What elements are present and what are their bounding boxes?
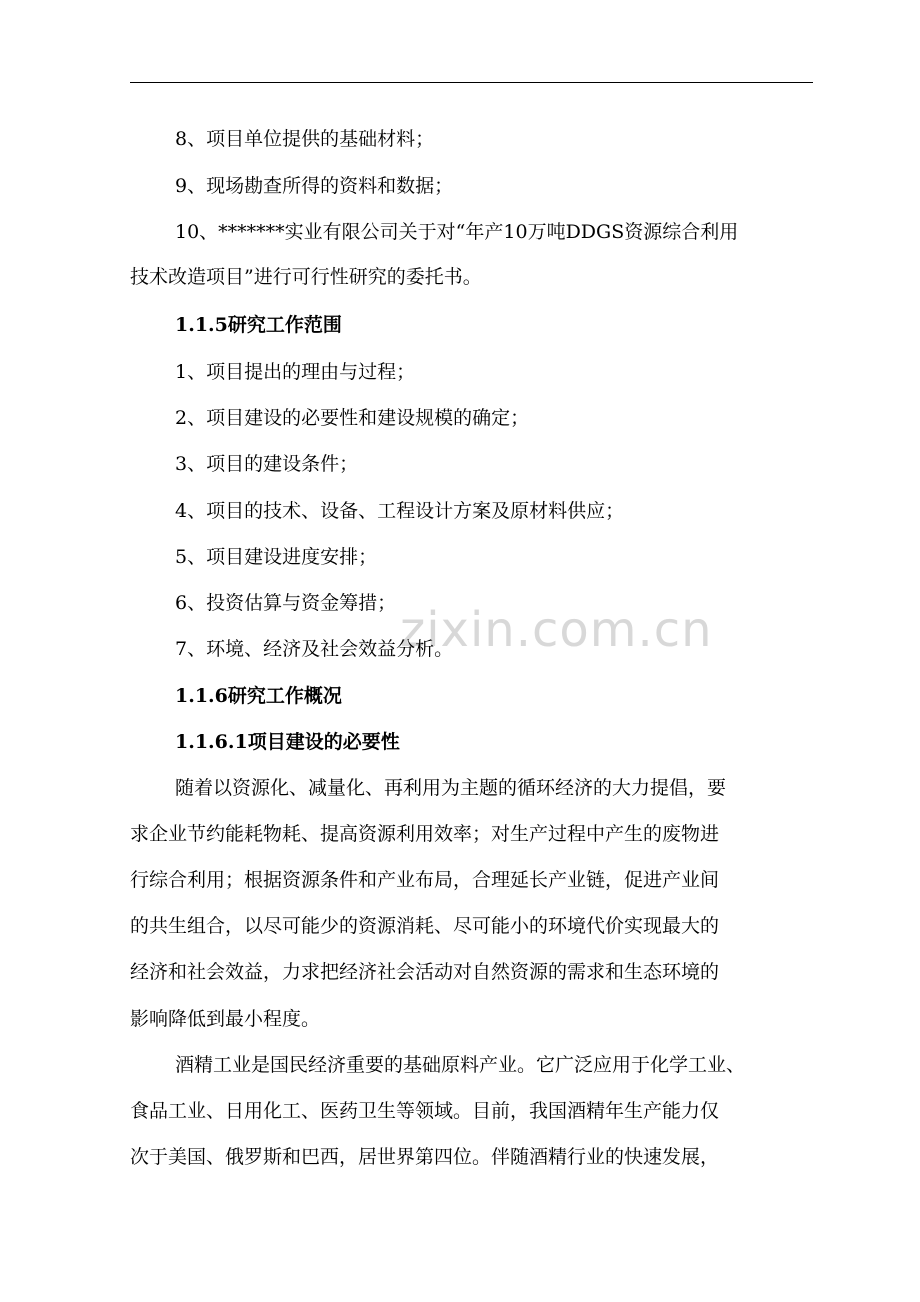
paragraph-1-line-3: 行综合利用；根据资源条件和产业布局，合理延长产业链，促进产业间 [130, 869, 720, 891]
list-item-basic-materials: 8、项目单位提供的基础材料； [175, 128, 435, 150]
list-item-commission-letter: 10、*******实业有限公司关于对“年产10万吨DDGS资源综合利用 [175, 221, 739, 243]
paragraph-2-line-1: 酒精工业是国民经济重要的基础原料产业。它广泛应用于化学工业、 [175, 1054, 746, 1076]
scope-item-6: 6、投资估算与资金筹措； [175, 592, 397, 614]
list-item-survey-data: 9、现场勘查所得的资料和数据； [175, 175, 454, 197]
paragraph-1-line-5: 经济和社会效益，力求把经济社会活动对自然资源的需求和生态环境的 [130, 961, 720, 983]
paragraph-1-line-6: 影响降低到最小程度。 [130, 1008, 321, 1030]
paragraph-2-line-2: 食品工业、日用化工、医药卫生等领域。目前，我国酒精年生产能力仅 [130, 1100, 720, 1122]
scope-item-4: 4、项目的技术、设备、工程设计方案及原材料供应； [175, 500, 625, 522]
section-heading-1-1-5: 1.1.5研究工作范围 [175, 314, 342, 336]
watermark: zixin.com.cn [400, 602, 713, 658]
section-heading-1-1-6: 1.1.6研究工作概况 [175, 685, 342, 707]
paragraph-1-line-1: 随着以资源化、减量化、再利用为主题的循环经济的大力提倡，要 [175, 777, 727, 799]
paragraph-2-line-3: 次于美国、俄罗斯和巴西，居世界第四位。伴随酒精行业的快速发展， [130, 1146, 720, 1168]
scope-item-1: 1、项目提出的理由与过程； [175, 361, 416, 383]
scope-item-5: 5、项目建设进度安排； [175, 546, 378, 568]
scope-item-2: 2、项目建设的必要性和建设规模的确定； [175, 407, 530, 429]
section-heading-1-1-6-1: 1.1.6.1项目建设的必要性 [175, 731, 400, 753]
paragraph-1-line-4: 的共生组合，以尽可能少的资源消耗、尽可能小的环境代价实现最大的 [130, 915, 720, 937]
scope-item-7: 7、环境、经济及社会效益分析。 [175, 638, 454, 660]
list-item-commission-letter-cont: 技术改造项目”进行可行性研究的委托书。 [130, 266, 482, 288]
scope-item-3: 3、项目的建设条件； [175, 453, 359, 475]
paragraph-1-line-2: 求企业节约能耗物耗、提高资源利用效率；对生产过程中产生的废物进 [130, 823, 720, 845]
header-rule [130, 82, 813, 83]
